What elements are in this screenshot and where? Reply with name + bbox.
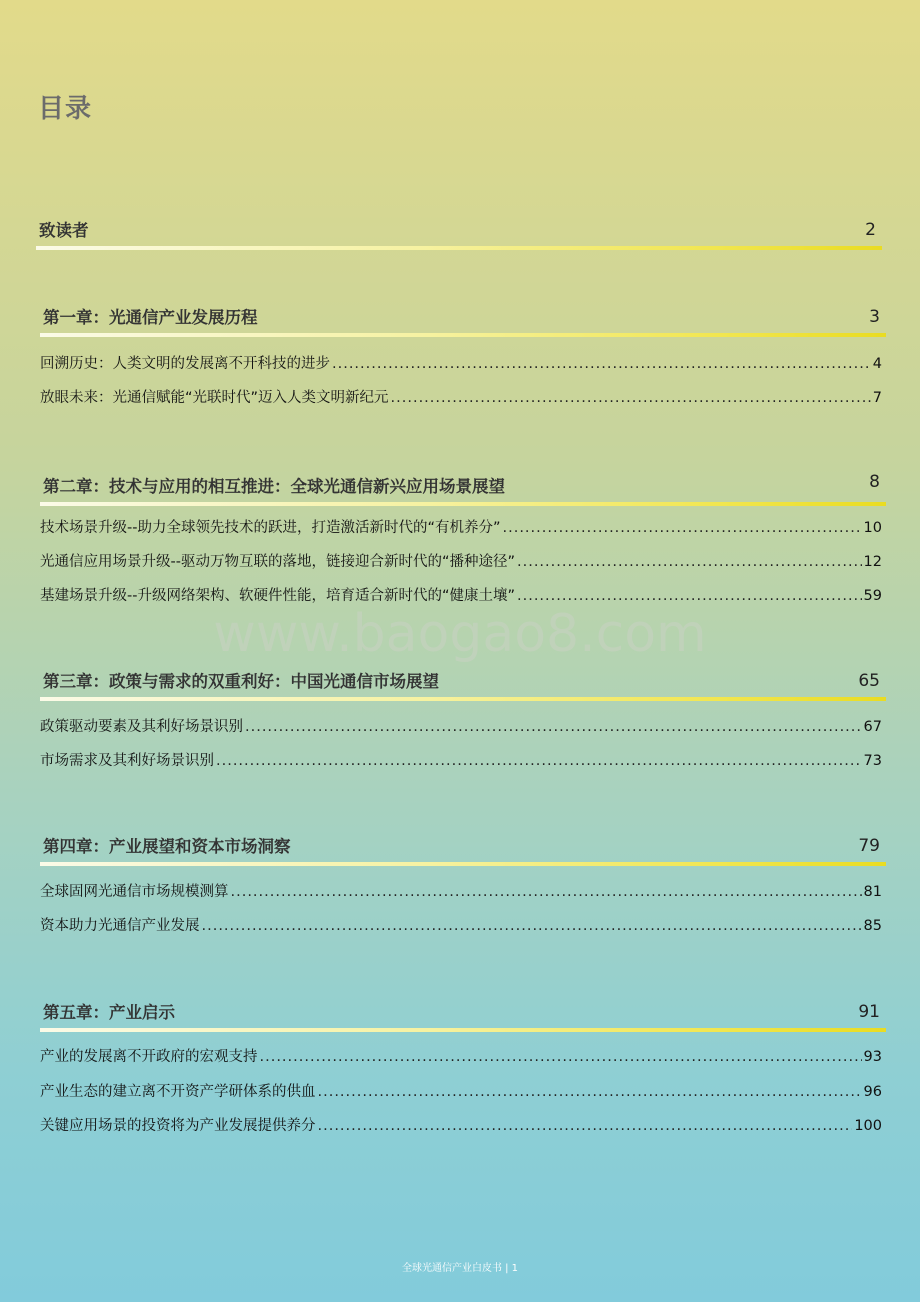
dot-leader [260,1049,862,1065]
chapter-page: 3 [869,307,880,327]
preface-page: 2 [865,220,876,240]
dot-leader [216,753,862,769]
chapter-page: 79 [858,836,880,856]
entry-label: 产业生态的建立离不开资产学研体系的供血 [40,1084,316,1100]
chapter-rule [40,697,886,701]
entry-page: 4 [872,356,882,372]
toc-chapter-3[interactable] [40,661,886,701]
entry-label: 基建场景升级--升级网络架构、软硬件性能，培育适合新时代的“健康土壤” [40,588,515,604]
entry-page: 100 [854,1118,882,1134]
toc-entry[interactable] [40,1080,882,1104]
toc-entry[interactable] [40,914,882,938]
entry-page: 93 [863,1049,882,1065]
entry-page: 10 [863,520,882,536]
dot-leader [318,1118,853,1134]
toc-entry[interactable] [40,1114,882,1138]
entry-label: 产业的发展离不开政府的宏观支持 [40,1049,258,1065]
entry-label: 关键应用场景的投资将为产业发展提供养分 [40,1118,316,1134]
chapter-title: 第一章：光通信产业发展历程 [43,308,258,327]
entry-label: 政策驱动要素及其利好场景识别 [40,719,243,735]
entry-page: 12 [863,554,882,570]
entry-page: 85 [863,918,882,934]
entry-label: 市场需求及其利好场景识别 [40,753,214,769]
preface-rule [36,246,882,250]
toc-chapter-2[interactable] [40,466,886,506]
entry-label: 技术场景升级--助力全球领先技术的跃进，打造激活新时代的“有机养分” [40,520,501,536]
entry-label: 全球固网光通信市场规模测算 [40,884,229,900]
dot-leader [245,719,862,735]
toc-entry[interactable] [40,516,882,540]
page-footer: 全球光通信产业白皮书 | 1 [401,1263,519,1274]
dot-leader [517,554,862,570]
chapter-title: 第五章：产业启示 [43,1003,175,1022]
entry-label: 回溯历史：人类文明的发展离不开科技的进步 [40,356,330,372]
entry-page: 81 [863,884,882,900]
chapter-rule [40,502,886,506]
page-title: 目录 [38,94,93,124]
chapter-page: 91 [858,1002,880,1022]
dot-leader [332,356,871,372]
entry-label: 资本助力光通信产业发展 [40,918,200,934]
chapter-page: 8 [869,472,880,492]
toc-chapter-1[interactable] [40,297,886,337]
toc-chapter-5[interactable] [40,992,886,1032]
entry-page: 67 [863,719,882,735]
toc-entry[interactable] [40,1045,882,1069]
preface-title: 致读者 [39,221,89,240]
dot-leader [202,918,862,934]
entry-label: 放眼未来：光通信赋能“光联时代”迈入人类文明新纪元 [40,390,389,406]
toc-entry[interactable] [40,550,882,574]
chapter-title: 第四章：产业展望和资本市场洞察 [43,837,291,856]
entry-page: 73 [863,753,882,769]
chapter-rule [40,862,886,866]
chapter-title: 第三章：政策与需求的双重利好：中国光通信市场展望 [43,672,439,691]
toc-chapter-4[interactable] [40,826,886,866]
entry-label: 光通信应用场景升级--驱动万物互联的落地，链接迎合新时代的“播种途径” [40,554,515,570]
toc-entry[interactable] [40,749,882,773]
entry-page: 96 [863,1084,882,1100]
dot-leader [231,884,862,900]
chapter-page: 65 [858,671,880,691]
watermark: www.baogao8.com [213,604,707,664]
dot-leader [318,1084,862,1100]
entry-page: 7 [872,390,882,406]
toc-entry[interactable] [40,386,882,410]
toc-entry[interactable] [40,715,882,739]
dot-leader [503,520,862,536]
chapter-title: 第二章：技术与应用的相互推进：全球光通信新兴应用场景展望 [43,477,505,496]
toc-entry[interactable] [40,880,882,904]
dot-leader [391,390,871,406]
toc-entry[interactable] [40,352,882,376]
chapter-rule [40,333,886,337]
toc-preface[interactable] [36,210,882,250]
chapter-rule [40,1028,886,1032]
dot-leader [517,588,862,604]
entry-page: 59 [863,588,882,604]
